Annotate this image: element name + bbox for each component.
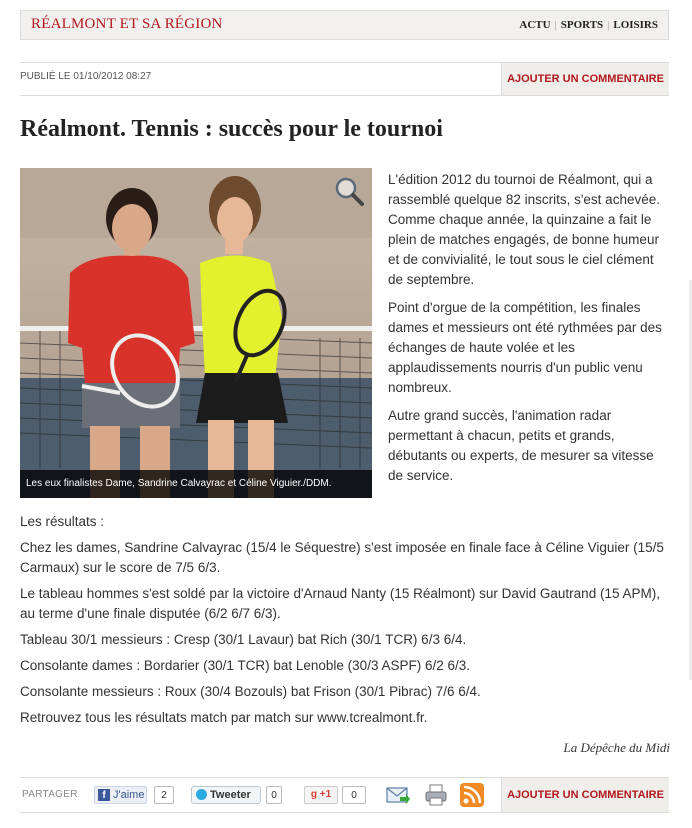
email-share-icon[interactable] xyxy=(386,783,410,807)
twitter-bird-icon xyxy=(196,789,207,800)
body-paragraph: Les résultats : xyxy=(20,514,105,529)
rss-icon[interactable] xyxy=(460,783,484,807)
nav-loisirs[interactable]: LOISIRS xyxy=(613,19,658,31)
google-plus-label: +1 xyxy=(319,789,332,800)
article-body xyxy=(20,512,675,734)
body-paragraph: Consolante messieurs : Roux (30/4 Bozouls) bat Frison (30/1 Pibrac) 7/6 6/4. xyxy=(20,684,481,699)
tweet-count: 0 xyxy=(266,786,282,804)
body-paragraph: Consolante dames : Bordarier (30/1 TCR) bat Lenoble (30/3 ASPF) 6/2 6/3. xyxy=(20,658,470,673)
photo-caption: Les eux finalistes Dame, Sandrine Calvayrac et Céline Viguier./DDM. xyxy=(20,470,372,498)
share-label: PARTAGER xyxy=(22,789,78,800)
intro-paragraph-1: L'édition 2012 du tournoi de Réalmont, qui a rassemblé quelque 82 inscrits, s'est achevée. Comme chaque année, la quinzaine a fait le plein de matches engagés, de bonne humeur et de convivialité, le tout sous le ciel clément de septembre. xyxy=(388,172,660,287)
share-bar xyxy=(20,777,669,813)
region-header xyxy=(20,10,669,40)
magnifier-zoom-icon[interactable] xyxy=(334,176,364,206)
intro-paragraph-3: Autre grand succès, l'animation radar permettant à chacun, petits et grands, débutants ou experts, de mesurer sa vitesse de service. xyxy=(388,408,654,483)
published-date: PUBLIÉ LE 01/10/2012 08:27 xyxy=(20,71,152,82)
google-plus-count: 0 xyxy=(342,786,366,804)
body-paragraph: Tableau 30/1 messieurs : Cresp (30/1 Lavaur) bat Rich (30/1 TCR) 6/3 6/4. xyxy=(20,632,467,647)
article-photo[interactable] xyxy=(20,168,372,498)
published-row xyxy=(20,62,669,96)
body-paragraph: Chez les dames, Sandrine Calvayrac (15/4 le Séquestre) s'est imposée en finale face à Céline Viguier (15/5 Carmaux) sur le score de 7/5 6/3. xyxy=(20,540,664,575)
google-plus-button[interactable] xyxy=(304,786,338,804)
body-paragraph: Le tableau hommes s'est soldé par la victoire d'Arnaud Nanty (15 Réalmont) sur David Gautrand (15 APM), au terme d'une finale disputée (6/2 6/7 6/3). xyxy=(20,586,660,621)
tweet-label: Tweeter xyxy=(210,789,251,801)
facebook-like-count: 2 xyxy=(154,786,174,804)
nav-actu[interactable]: ACTU xyxy=(519,19,551,31)
facebook-icon: f xyxy=(98,789,110,801)
tennis-players-photo xyxy=(20,168,372,498)
nav-sports[interactable]: SPORTS xyxy=(560,19,604,31)
google-plus-icon: g xyxy=(310,789,317,800)
tweet-button[interactable] xyxy=(191,786,261,804)
region-nav: ACTU | SPORTS | LOISIRS xyxy=(519,19,658,31)
body-paragraph-link[interactable]: Retrouvez tous les résultats match par match sur www.tcrealmont.fr. xyxy=(20,710,428,725)
article-source: La Dépêche du Midi xyxy=(563,740,670,755)
article-intro xyxy=(388,170,672,494)
article-title: Réalmont. Tennis : succès pour le tournoi xyxy=(20,116,443,142)
add-comment-button-top[interactable]: AJOUTER UN COMMENTAIRE xyxy=(501,63,669,95)
region-title-link[interactable]: RÉALMONT ET SA RÉGION xyxy=(31,16,223,32)
intro-paragraph-2: Point d'orgue de la compétition, les finales dames et messieurs ont été rythmées par des échanges de haute volée et les applaudissements nourris d'un public venu nombreux. xyxy=(388,300,662,395)
add-comment-button-bottom[interactable]: AJOUTER UN COMMENTAIRE xyxy=(501,778,669,812)
facebook-like-label: J'aime xyxy=(113,789,145,801)
facebook-like-button[interactable] xyxy=(94,786,147,804)
print-icon[interactable] xyxy=(424,783,448,807)
